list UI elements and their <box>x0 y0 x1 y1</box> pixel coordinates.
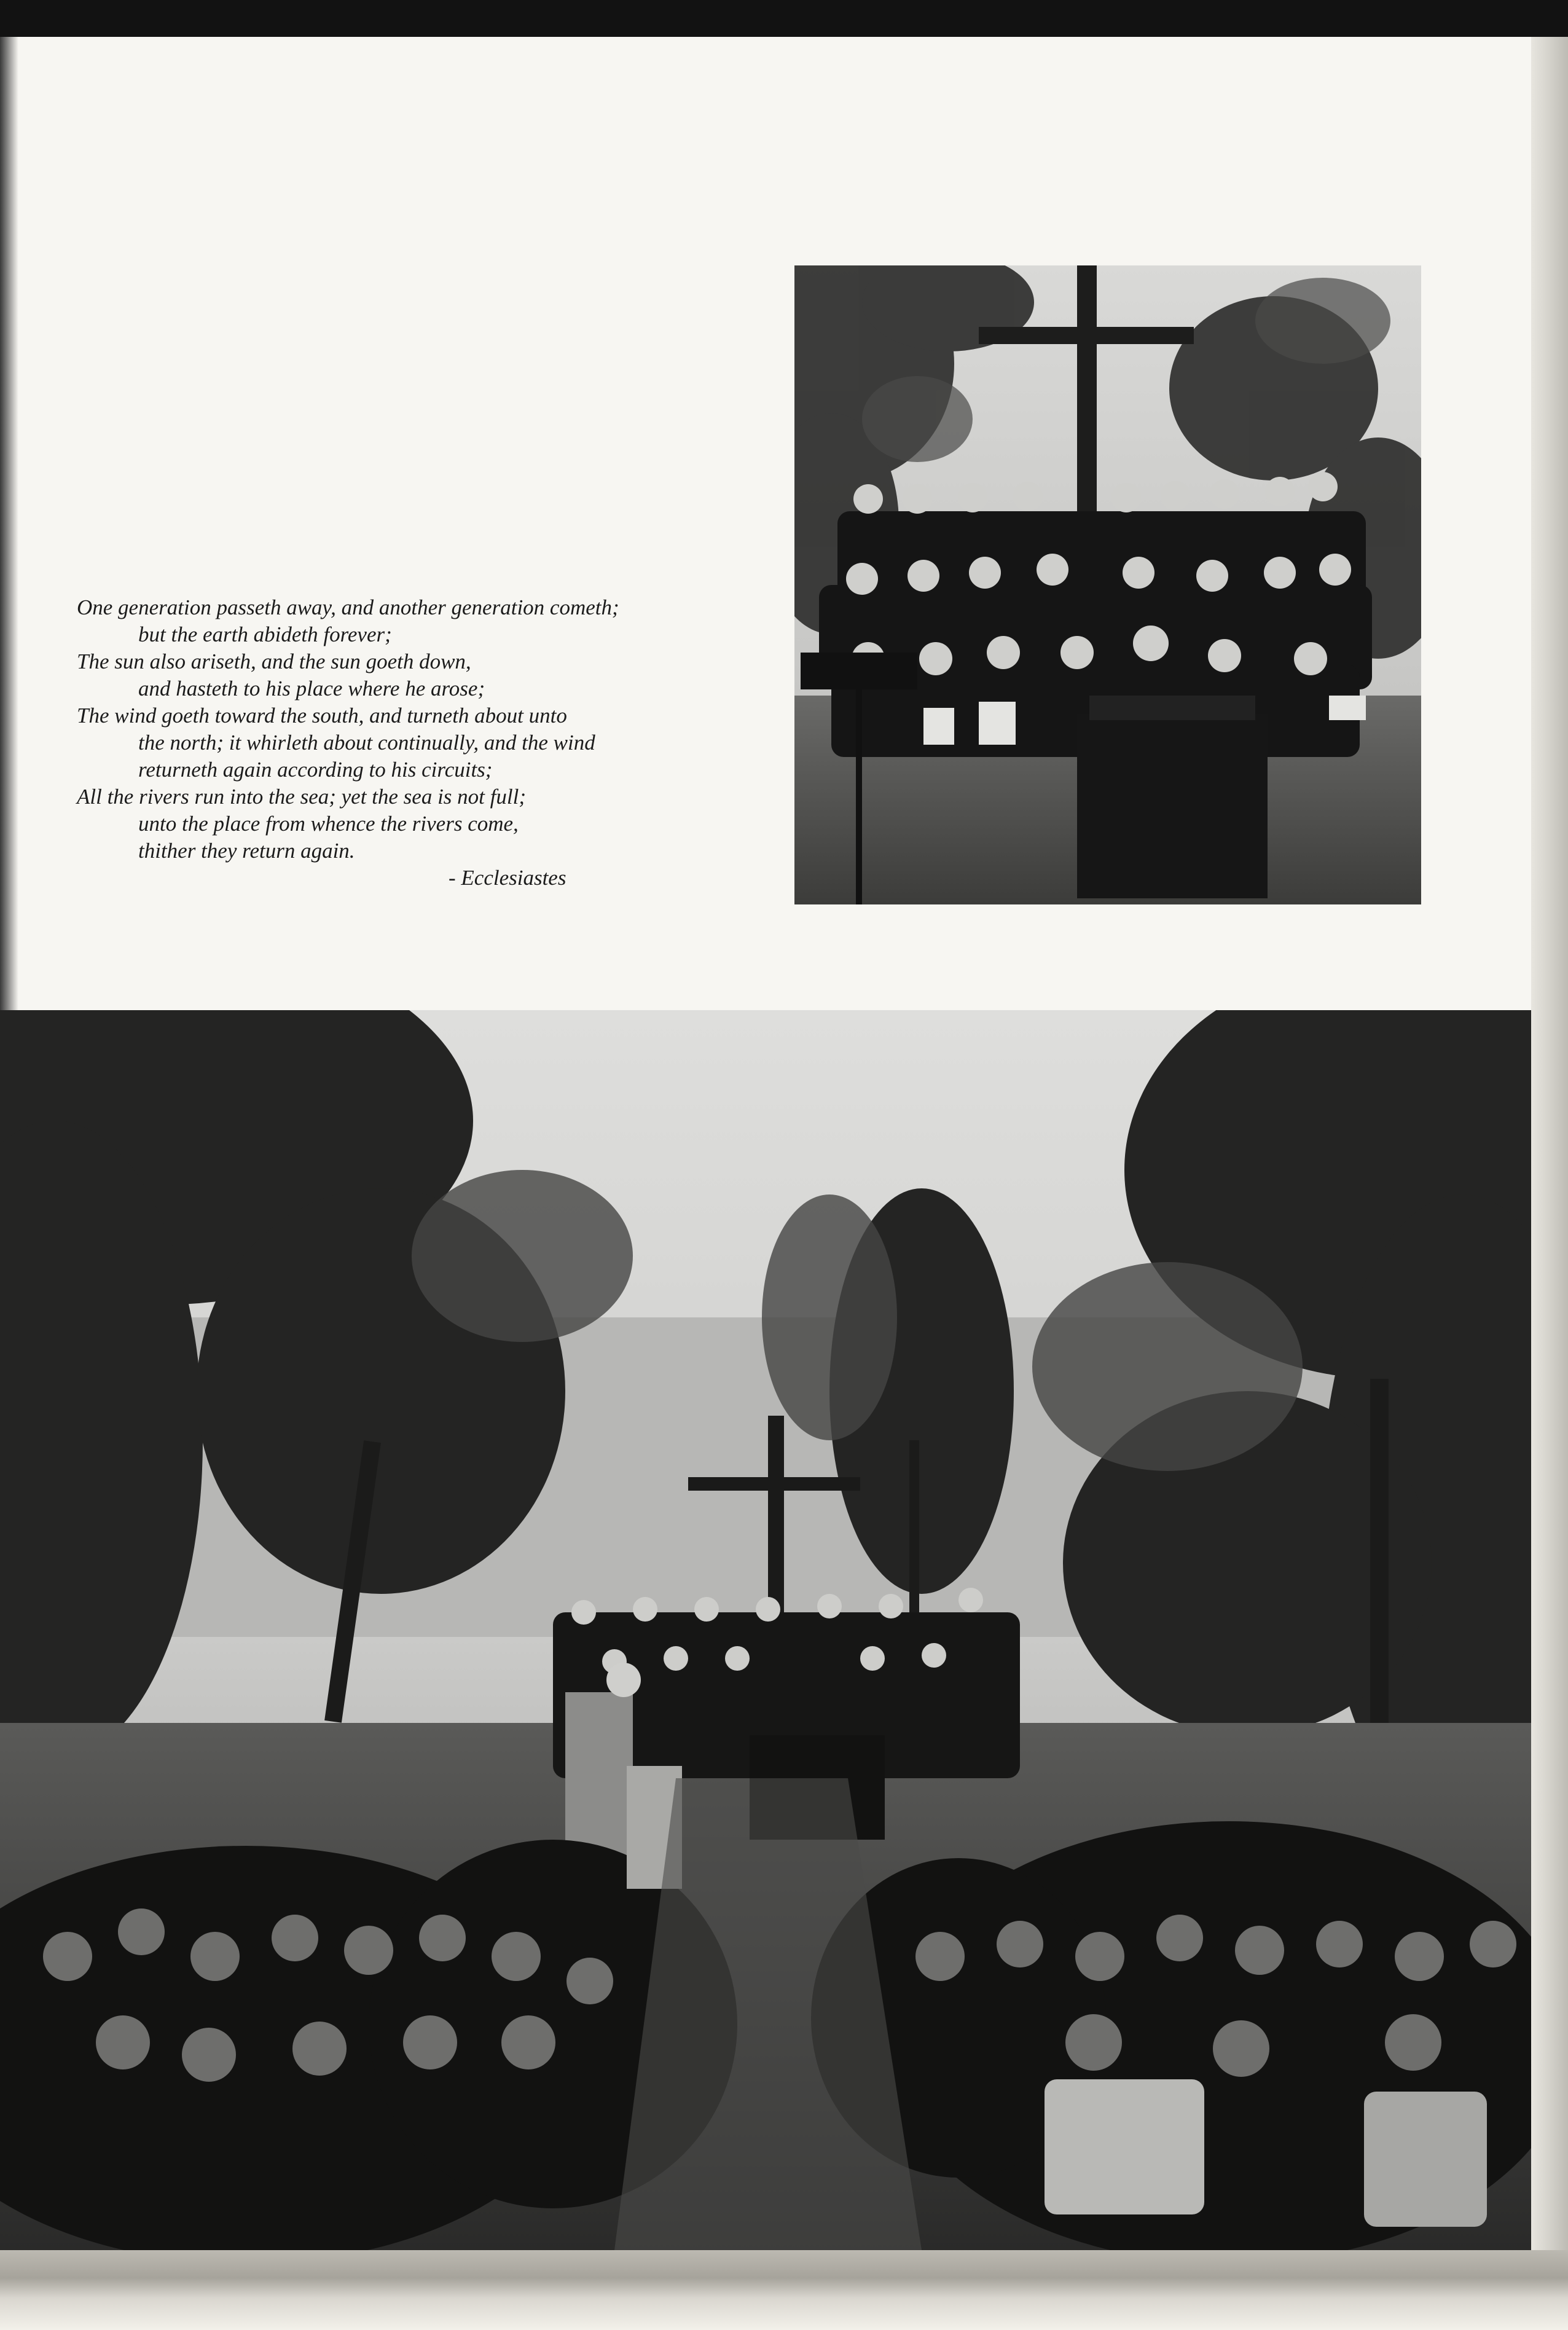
poem-line: The wind goeth toward the south, and turneth about unto <box>77 704 567 728</box>
poem-line: but the earth abideth forever; <box>138 622 392 646</box>
poem-line: returneth again according to his circuits; <box>138 758 493 782</box>
poem-line: and hasteth to his place where he arose; <box>138 677 485 700</box>
page-edge <box>1531 37 1568 2310</box>
poem-block <box>77 594 771 892</box>
poem-line: unto the place from whence the rivers come, <box>138 812 519 836</box>
poem-line: the north; it whirleth about continually, and the wind <box>138 731 595 755</box>
poem-line: All the rivers run into the sea; yet the sea is not full; <box>77 785 526 809</box>
choir-photo <box>794 265 1421 904</box>
chapel-photo <box>0 1010 1531 2250</box>
poem-line: One generation passeth away, and another generation cometh; <box>77 595 619 619</box>
poem-attribution: - Ecclesiastes <box>449 866 566 890</box>
poem-line: The sun also ariseth, and the sun goeth down, <box>77 649 471 673</box>
scanner-bottom-strip <box>0 2250 1568 2330</box>
poem-line: thither they return again. <box>138 839 355 863</box>
